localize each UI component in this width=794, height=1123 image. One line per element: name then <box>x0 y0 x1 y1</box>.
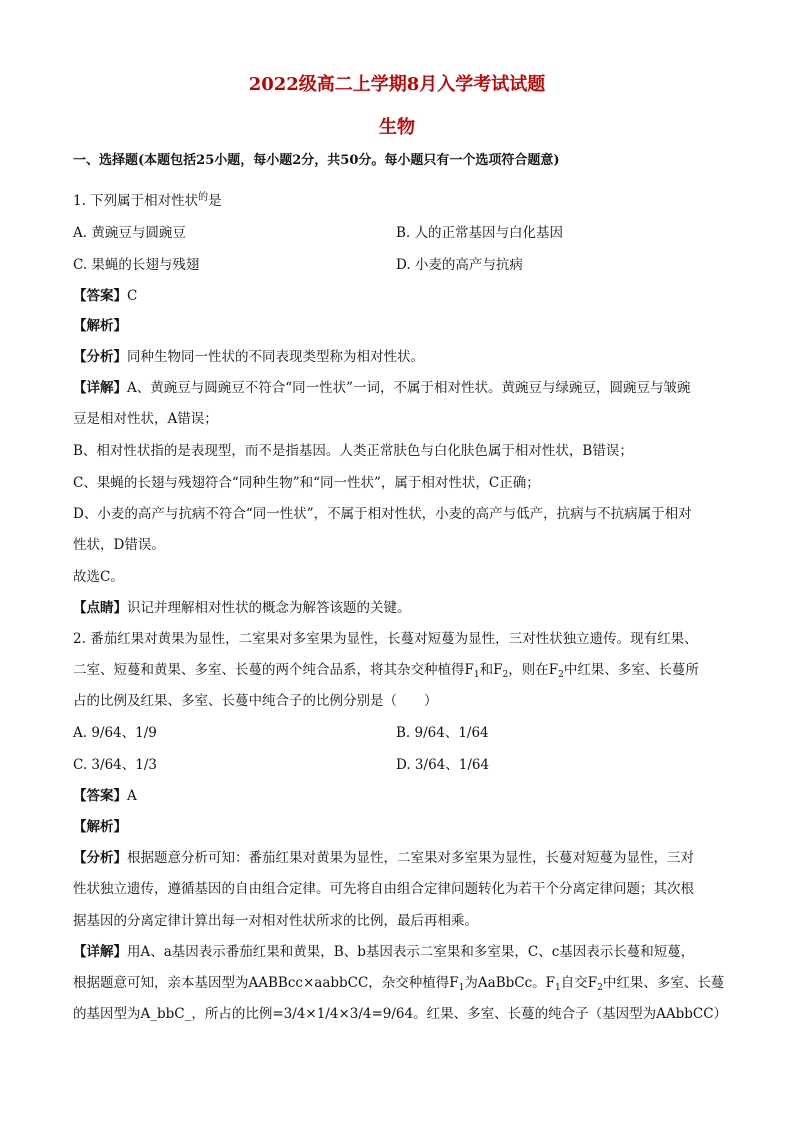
q2-stem-line-2: 二室、短蔓和黄果、多室、长蔓的两个纯合品系，将其杂交种植得$F_1$和$F_2$，则在$F_2$中红果、多室、长蔓所 <box>73 662 699 680</box>
q2-option-a: A. 9/64、1/9 <box>73 725 157 741</box>
q2-fenxi-line-2: 性状独立遗传，遵循基因的自由组合定律。可先将自由组合定律问题转化为若干个分离定律问题；其次根 <box>73 881 694 897</box>
q1-fenxi: 【分析】同种生物同一性状的不同表现类型称为相对性状。 <box>73 349 424 365</box>
subject-title: 生物 <box>379 117 415 138</box>
q1-xiangjie-line-2: 豆是相对性状，A错误； <box>73 411 218 427</box>
exam-title: 2022级高二上学期8月入学考试试题 <box>248 74 546 95</box>
q2-analysis-label: 【解析】 <box>73 819 127 835</box>
q2-xiangjie-line-1: 【详解】用A、a基因表示番茄红果和黄果，B、b基因表示二室果和多室果，C、c基因表示长蔓和短蔓， <box>73 944 695 960</box>
q1-xiangjie-line-3: B、相对性状指的是表现型，而不是指基因。人类正常肤色与白化肤色属于相对性状，B错误； <box>73 443 633 459</box>
q1-xiangjie-line-4: C、果蝇的长翅与残翅符合“同种生物”和“同一性状”，属于相对性状，C正确； <box>73 475 540 491</box>
q1-stem: 1. 下列属于相对性状$^的$是 <box>73 192 222 209</box>
q2-stem-line-3: 占的比例及红果、多室、长蔓中纯合子的比例分别是（ ） <box>73 693 438 709</box>
q2-option-b: B. 9/64、1/64 <box>396 725 489 741</box>
q2-xiangjie-line-3: 的基因型为A_bbC_，所占的比例=3/4×1/4×3/4=9/64。红果、多室、长蔓的纯合子（基因型为AAbbCC） <box>73 1006 728 1022</box>
q1-xiangjie-line-6: 性状，D错误。 <box>73 537 165 553</box>
q1-answer: 【答案】C <box>73 288 138 304</box>
q1-option-c: C. 果蝇的长翅与残翅 <box>73 257 200 273</box>
q1-option-d: D. 小麦的高产与抗病 <box>396 257 523 273</box>
q2-fenxi-line-3: 据基因的分离定律计算出每一对相对性状所求的比例，最后再相乘。 <box>73 913 478 929</box>
q1-choose: 故选C。 <box>73 569 124 585</box>
q1-analysis-label: 【解析】 <box>73 318 127 334</box>
q2-answer: 【答案】A <box>73 788 137 804</box>
section-heading: 一、选择题(本题包括25小题，每小题2分，共50分。每小题只有一个选项符合题意) <box>73 153 560 168</box>
q2-option-c: C. 3/64、1/3 <box>73 757 157 773</box>
q1-xiangjie-line-5: D、小麦的高产与抗病不符合“同一性状”，不属于相对性状，小麦的高产与低产，抗病与不抗病属于相对 <box>73 506 692 522</box>
q1-option-a: A. 黄豌豆与圆豌豆 <box>73 225 186 241</box>
q1-dianjing: 【点睛】识记并理解相对性状的概念为解答该题的关键。 <box>73 600 411 616</box>
q2-xiangjie-line-2: 根据题意可知，亲本基因型为AABBcc×aabbCC，杂交种植得$F_1$为AaBbCc。$F_1$自交$F_2$中红果、多室、长蔓 <box>73 975 725 993</box>
q1-option-b: B. 人的正常基因与白化基因 <box>396 225 564 241</box>
q1-xiangjie-line-1: 【详解】A、黄豌豆与圆豌豆不符合“同一性状”一词，不属于相对性状。黄豌豆与绿豌豆，圆豌豆与皱豌 <box>73 380 691 396</box>
q2-option-d: D. 3/64、1/64 <box>396 757 490 773</box>
q2-fenxi-line-1: 【分析】根据题意分析可知：番茄红果对黄果为显性，二室果对多室果为显性，长蔓对短蔓为显性，三对 <box>73 850 694 866</box>
q2-stem-line-1: 2. 番茄红果对黄果为显性，二室果对多室果为显性，长蔓对短蔓为显性，三对性状独立遗传。现有红果、 <box>73 631 698 647</box>
